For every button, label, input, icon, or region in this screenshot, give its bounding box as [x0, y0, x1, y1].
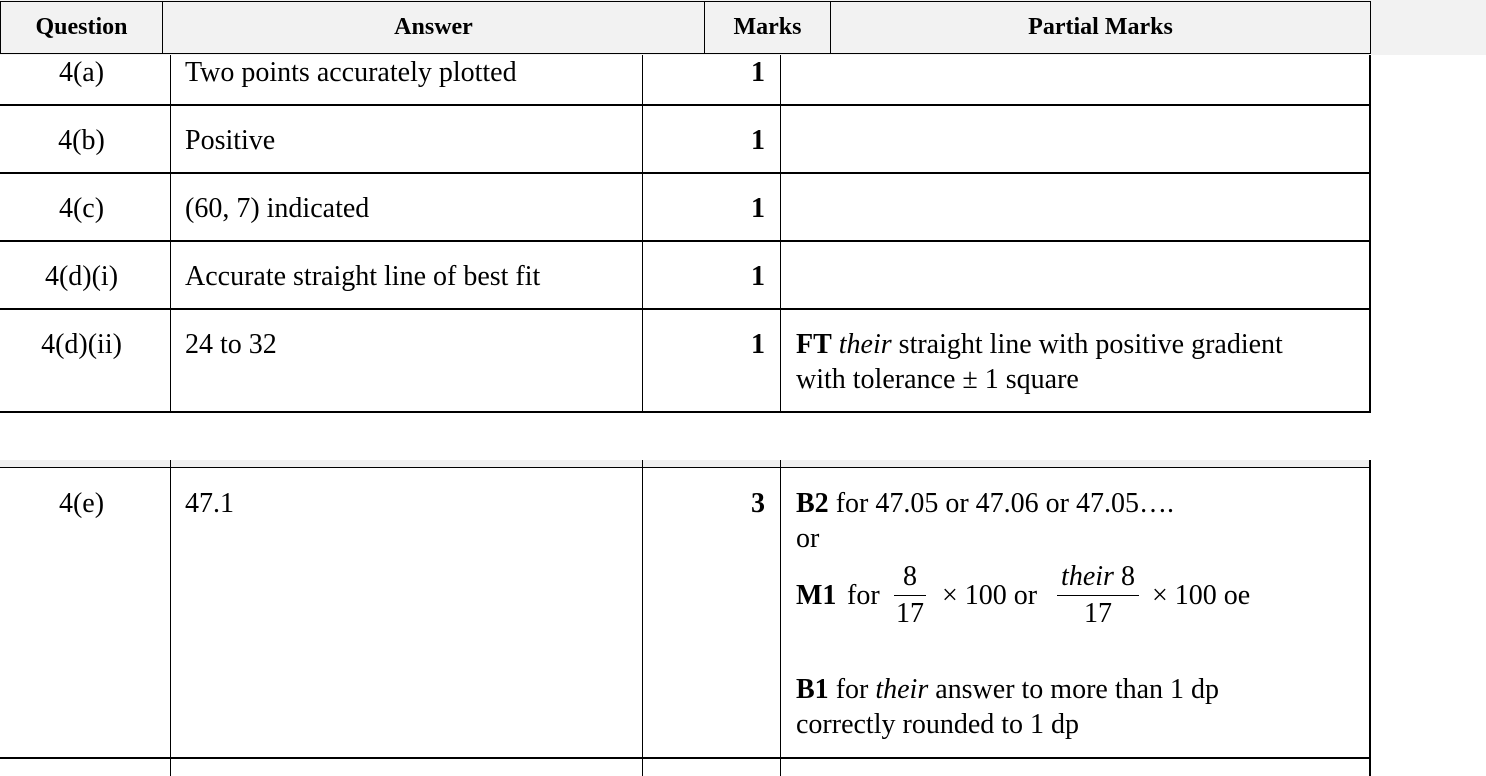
row-answer: (60, 7) indicated: [185, 193, 370, 224]
partial-marks-line: [796, 578, 836, 613]
row-divider: [0, 240, 1371, 242]
fraction-denominator: 17: [1084, 598, 1112, 629]
row-divider: [0, 757, 1371, 759]
mark-code: FT: [796, 329, 832, 360]
column-divider: [780, 55, 781, 413]
mark-code: B2: [796, 488, 829, 519]
row-question: 4(a): [58, 57, 105, 88]
partial-or: or: [796, 523, 820, 554]
fraction-denominator: 17: [896, 598, 924, 629]
partial-marks-line: [796, 486, 1174, 521]
partial-text: × 100 or: [942, 580, 1038, 611]
column-divider: [170, 55, 171, 413]
row-question: 4(c): [58, 193, 105, 224]
mark-code: B1: [796, 674, 829, 705]
column-divider: [170, 460, 171, 776]
row-marks: 3: [751, 488, 765, 519]
partial-marks-line: [796, 327, 1283, 362]
header-question: Question: [0, 1, 163, 54]
italic-their: their: [875, 674, 929, 705]
partial-text: straight line with positive gradient: [891, 329, 1283, 360]
fraction-their8-over-17: [1057, 561, 1139, 630]
row-marks: 1: [751, 125, 765, 156]
header-marks: Marks: [704, 1, 831, 54]
partial-text: for: [847, 580, 880, 611]
row-question: 4(d)(i): [44, 261, 119, 292]
column-divider: [780, 460, 781, 776]
row-marks: 1: [751, 261, 765, 292]
row-question: 4(b): [58, 125, 105, 156]
header-answer: Answer: [162, 1, 705, 54]
row-divider: [0, 467, 1371, 468]
fraction-bar: [894, 595, 926, 596]
row-marks: 1: [751, 329, 765, 360]
partial-text: × 100 oe: [1152, 580, 1251, 611]
fraction-numerator: 8: [903, 561, 917, 592]
partial-text: answer to more than 1 dp: [928, 674, 1220, 705]
table-right-border: [1369, 460, 1371, 776]
italic-their: their: [838, 329, 892, 360]
row-answer: 47.1: [185, 488, 234, 519]
italic-their: their: [1061, 561, 1114, 592]
row-answer: Two points accurately plotted: [185, 57, 517, 88]
row-divider: [0, 104, 1371, 106]
partial-marks-line: [796, 672, 1219, 707]
row-divider: [0, 308, 1371, 310]
row-marks: 1: [751, 193, 765, 224]
row-answer: Accurate straight line of best fit: [185, 261, 541, 292]
row-marks: 1: [751, 57, 765, 88]
partial-marks-line: correctly rounded to 1 dp: [796, 709, 1080, 740]
fraction-8-over-17: [894, 561, 926, 630]
partial-text: for 47.05 or 47.06 or 47.05….: [828, 488, 1174, 519]
row-divider: [0, 172, 1371, 174]
table-right-border: [1369, 55, 1371, 413]
row-divider: [0, 411, 1371, 413]
row-answer: 24 to 32: [185, 329, 277, 360]
partial-marks-line: with tolerance ± 1 square: [796, 364, 1079, 395]
header-partial-marks: Partial Marks: [830, 1, 1371, 54]
partial-text: for: [828, 674, 876, 705]
fraction-bar: [1057, 595, 1139, 596]
row-question: 4(e): [58, 488, 105, 519]
row-answer: Positive: [185, 125, 276, 156]
row-question: 4(d)(ii): [41, 329, 122, 360]
mark-code: M1: [796, 580, 837, 611]
fraction-numerator: 8: [1113, 561, 1135, 592]
